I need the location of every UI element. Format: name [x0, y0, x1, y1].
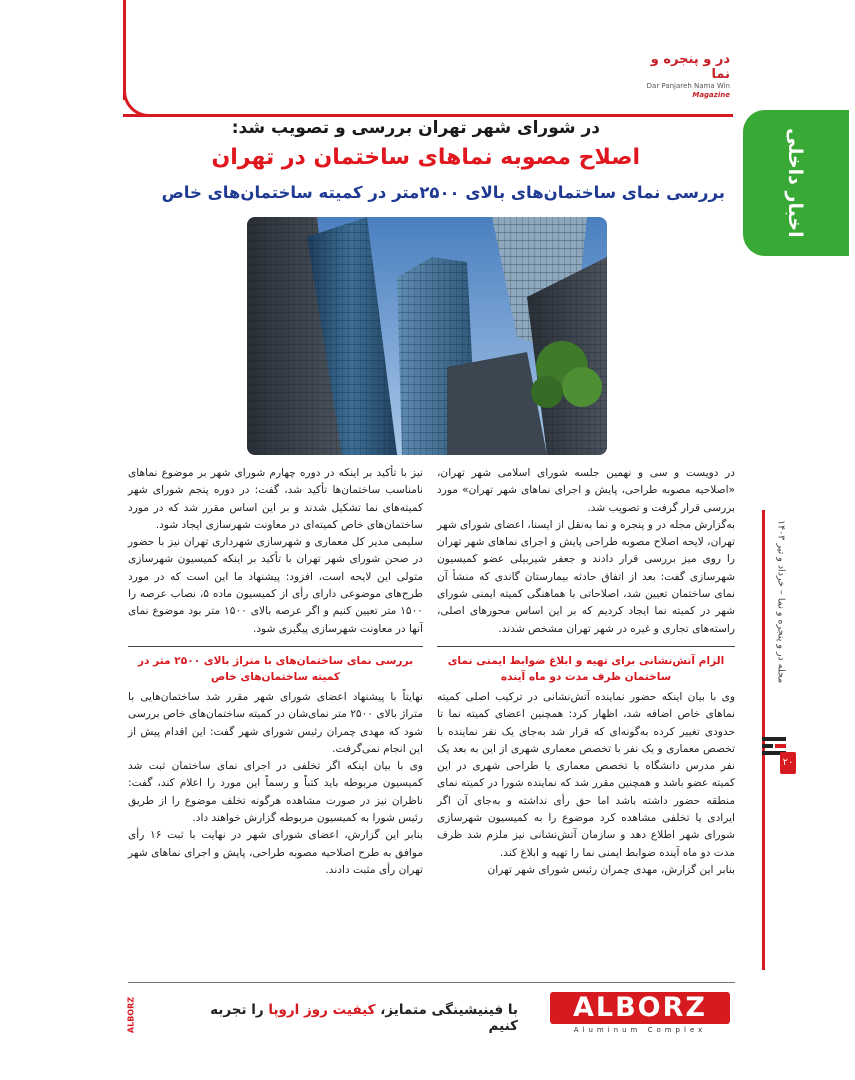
- alborz-logo-sub: Aluminum Complex: [573, 1026, 707, 1034]
- footer-side-brand-text: ALBORZ: [126, 996, 136, 1034]
- paragraph: در دویست و سی و نهمین جلسه شورای اسلامی شهر تهران، «اصلاحیه مصوبه طراحی، پایش و اجرای نماهای شهر تهران» مورد بررسی قرار گرفت و تصویب شد.: [437, 467, 735, 514]
- section-divider: [437, 646, 735, 647]
- page-number: ۲۰: [780, 752, 796, 774]
- alborz-logo-word: ALBORZ: [550, 992, 730, 1024]
- paragraph: نهایتاً با پیشنهاد اعضای شورای شهر مقرر شد ساختمان‌هایی با متراژ بالای ۲۵۰۰ متر نمای‌شان در کمیته ساختمان‌های خاص بررسی شود که مهدی چمران رئیس شورای شهر گفت: این اقدام پیش از این انجام نمی‌گرفت.: [128, 690, 423, 755]
- section-title: بررسی نمای ساختمان‌های با متراژ بالای ۲۵۰۰ متر در کمیته ساختمان‌های خاص: [137, 654, 414, 683]
- issue-info: مجله در و پنجره و نما – خرداد و تیر ۱۴۰۳: [775, 520, 787, 684]
- article-column-right: [437, 465, 735, 879]
- paragraph: سلیمی مدیر کل معماری و شهرسازی شهرداری تهران نیز با حضور در صحن شورای شهر تهران با تأکید بر اینکه کمیسیون شهرسازی متولی این لایحه است، افزود: پیشنهاد ما این است که در مورد طرح‌های موضوعی دارای رأی از کمیسیون ماده ۵، نصاب عرصه را ۱۵۰۰ متر تعیین کنیم و اگر عرصه بالای ۱۵۰۰ متر بود موضوع نمای آنها در معاونت شهرسازی پیگیری شود.: [128, 536, 423, 635]
- footer-tagline: با فینیشینگی متمایز، کیفیت روز اروپا را تجربه کنیم: [210, 1002, 518, 1034]
- magazine-logo: [640, 52, 730, 99]
- section-tab-label: اخبار داخلی: [784, 128, 806, 238]
- subheadline: بررسی نمای ساختمان‌های بالای ۲۵۰۰متر در کمیته ساختمان‌های خاص: [161, 183, 725, 202]
- kicker: در شورای شهر تهران بررسی و تصویب شد:: [231, 118, 600, 138]
- paragraph: به‌گزارش مجله در و پنجره و نما به‌نقل از ایسنا، اعضای شورای شهر تهران، لایحه اصلاح مصوبه طراحی پایش و اجرای نماهای شهر تهران را روی میز بررسی قرار دادند و جعفر شیربیلی عضو کمیسیون شهرسازی گفت: بعد از اتفاق حادثه بیمارستان گاندی که منشأ آن نمای ساختمان تعیین شد، اصلاحاتی با هماهنگی کمیته ایمنی شورای شهر در کمیته نما ایجاد کردیم که بر این اساس محورهای اصلی، راسته‌های تجاری و غیره در شهر تهران مشخص شدند.: [437, 518, 735, 635]
- section-title: الزام آتش‌نشانی برای تهیه و ابلاغ ضوابط ایمنی نمای ساختمان ظرف مدت دو ماه آینده: [447, 654, 725, 683]
- paragraph: نیز با تأکید بر اینکه در دوره چهارم شورای شهر بر موضوع نماهای نامناسب ساختمان‌ها تأکید شد، گفت: در دوره پنجم شورای شهر کمیته‌های نما تشکیل شدند و بر این اساس مقرر شد که در مورد ساختمان‌های خاص کمیته‌ای در معاونت شهرسازی ایجاد شود.: [128, 467, 423, 531]
- logo-name-en: Dar Panjareh Nama Win Magazine: [646, 82, 730, 99]
- headline: اصلاح مصوبه نماهای ساختمان در تهران: [211, 145, 640, 170]
- frame-corner: [123, 86, 153, 117]
- section-tab: [743, 110, 849, 256]
- alborz-logo: [550, 992, 730, 1042]
- paragraph: بنابر این گزارش، مهدی چمران رئیس شورای شهر تهران: [487, 863, 735, 876]
- paragraph: بنابر این گزارش، اعضای شورای شهر در نهایت با ثبت ۱۶ رأی موافق به طرح اصلاحیه مصوبه طراحی، پایش و اجرای نماهای شهر تهران رأی مثبت دادند.: [128, 829, 424, 876]
- footer-divider: [128, 982, 735, 983]
- logo-name-fa: در و پنجره و نما: [650, 52, 730, 82]
- skyscrapers-photo: [247, 217, 607, 455]
- article-column-left: [128, 465, 423, 879]
- section-divider: [128, 646, 423, 647]
- paragraph: وی با بیان اینکه حضور نماینده آتش‌نشانی در ترکیب اصلی کمیته نماهای خاص اضافه شد، اظهار کرد: همچنین اعضای کمیته نما تا حدودی تغییر کرده به‌گونه‌ای که قرار شد به‌جای یک نفر نماینده با تخصص معماری و یک نفر با تخصص معماری شهری از این به بعد یک نفر مدرس دانشگاه با تخصص معماری یا طراحی شهری در این کمیته عضو باشد و همچنین مقرر شد که نماینده شورا در کمیته نمای منطقه حضور داشته باشد اما حق رأی نداشته و به‌جای آن اگر ایرادی یا تخلفی مشاهده کرد موضوع را به کمیسیون شهرسازی شورای شهر اطلاع دهد و سازمان آتش‌نشانی نیز ملزم شد ظرف مدت دو ماه آینده ضوابط ایمنی نما را تهیه و ابلاغ کند.: [437, 690, 735, 859]
- paragraph: وی با بیان اینکه اگر تخلفی در اجرای نمای ساختمان ثبت شد کمیسیون مربوطه باید کتباً و رسماً این مورد را اعلام کند، گفت: ناظران نیز در صورت مشاهده هرگونه تخلف موضوع را از طریق رئیس شورا به کمیسیون مربوطه گزارش خواهند داد.: [128, 760, 423, 825]
- frame-line-horizontal: [123, 114, 733, 117]
- footer-side-brand: [124, 990, 138, 1040]
- frame-line-vertical: [123, 0, 126, 100]
